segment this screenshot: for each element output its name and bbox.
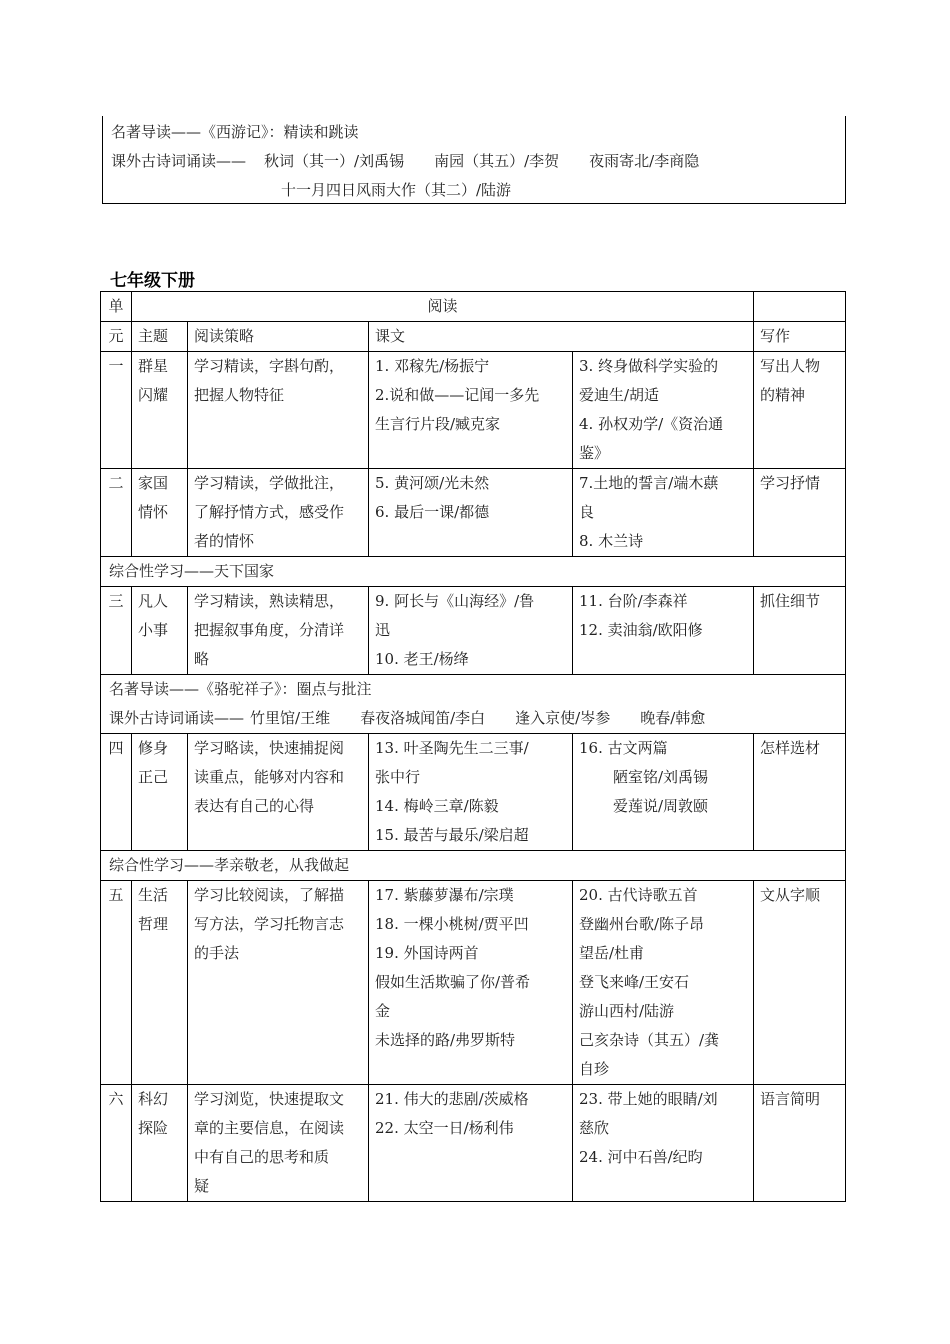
unit-writing: 抓住细节 [754, 587, 846, 675]
unit-header-bottom: 元 [101, 322, 132, 352]
unit-number: 四 [101, 734, 132, 851]
reading-guide-cell [101, 675, 846, 734]
unit-texts-b: 23. 带上她的眼睛/刘 慈欣 24. 河中石兽/纪昀 [573, 1085, 754, 1202]
poetry-recital-label: 课外古诗词诵读—— [111, 152, 247, 170]
unit-texts-a: 13. 叶圣陶先生二三事/ 张中行 14. 梅岭三章/陈毅 15. 最苦与最乐/梁启超 [369, 734, 573, 851]
unit-row [101, 881, 846, 1085]
unit-number: 三 [101, 587, 132, 675]
unit-theme: 科幻 探险 [132, 1085, 188, 1202]
reading-guide-line: 名著导读——《西游记》：精读和跳读 [111, 123, 359, 141]
unit-texts-a: 9. 阿长与《山海经》/鲁 迅 10. 老王/杨绛 [369, 587, 573, 675]
poetry-recital-line [111, 147, 699, 176]
header-row [101, 322, 846, 352]
comprehensive-learning: 综合性学习——天下国家 [101, 557, 846, 587]
unit-writing: 学习抒情 [754, 469, 846, 557]
poem-item: 晚春/韩愈 [640, 709, 706, 727]
reading-guide-row [101, 675, 846, 734]
unit-writing: 语言简明 [754, 1085, 846, 1202]
poem-item: 十一月四日风雨大作（其二）/陆游 [281, 181, 512, 199]
unit-strategy: 学习浏览，快速提取文 章的主要信息，在阅读 中有自己的思考和质 疑 [188, 1085, 369, 1202]
unit-number: 五 [101, 881, 132, 1085]
unit-texts-b: 11. 台阶/李森祥 12. 卖油翁/欧阳修 [573, 587, 754, 675]
unit-number: 二 [101, 469, 132, 557]
unit-strategy: 学习比较阅读，了解描 写方法，学习托物言志 的手法 [188, 881, 369, 1085]
poem-item: 秋词（其一）/刘禹锡 [264, 152, 405, 170]
unit-strategy: 学习略读，快速捕捉阅 读重点，能够对内容和 表达有自己的心得 [188, 734, 369, 851]
previous-section-box [102, 116, 846, 204]
unit-texts-a: 5. 黄河颂/光未然 6. 最后一课/都德 [369, 469, 573, 557]
poem-item: 竹里馆/王维 [250, 709, 331, 727]
unit-texts-b: 7.土地的誓言/端木蕻 良 8. 木兰诗 [573, 469, 754, 557]
unit-strategy: 学习精读，学做批注， 了解抒情方式，感受作 者的情怀 [188, 469, 369, 557]
unit-theme: 群星 闪耀 [132, 352, 188, 469]
strategy-header: 阅读策略 [188, 322, 369, 352]
unit-header-top: 单 [101, 292, 132, 322]
unit-row [101, 587, 846, 675]
unit-number: 六 [101, 1085, 132, 1202]
unit-texts-a: 21. 伟大的悲剧/茨威格 22. 太空一日/杨利伟 [369, 1085, 573, 1202]
unit-row [101, 352, 846, 469]
unit-theme: 凡人 小事 [132, 587, 188, 675]
curriculum-table [100, 291, 846, 1202]
poem-item: 南园（其五）/李贺 [434, 152, 560, 170]
texts-header: 课文 [369, 322, 754, 352]
poem-item: 夜雨寄北/李商隐 [589, 152, 700, 170]
unit-texts-a: 1. 邓稼先/杨振宁 2.说和做——记闻一多先 生言行片段/臧克家 [369, 352, 573, 469]
reading-header: 阅读 [132, 292, 754, 322]
unit-row [101, 1085, 846, 1202]
unit-writing: 写出人物 的精神 [754, 352, 846, 469]
unit-theme: 修身 正己 [132, 734, 188, 851]
comprehensive-row [101, 851, 846, 881]
unit-strategy: 学习精读，熟读精思， 把握叙事角度，分清详 略 [188, 587, 369, 675]
unit-theme: 家国 情怀 [132, 469, 188, 557]
unit-texts-a: 17. 紫藤萝瀑布/宗璞 18. 一棵小桃树/贾平凹 19. 外国诗两首 假如生活欺骗了你/普希 金 未选择的路/弗罗斯特 [369, 881, 573, 1085]
comprehensive-learning: 综合性学习——孝亲敬老，从我做起 [101, 851, 846, 881]
unit-texts-b: 3. 终身做科学实验的 爱迪生/胡适 4. 孙权劝学/《资治通 鉴》 [573, 352, 754, 469]
unit-row [101, 734, 846, 851]
unit-number: 一 [101, 352, 132, 469]
unit-theme: 生活 哲理 [132, 881, 188, 1085]
reading-guide: 名著导读——《骆驼祥子》：圈点与批注 [109, 680, 372, 698]
poetry-recital-label: 课外古诗词诵读—— [109, 709, 245, 727]
poem-item: 逢入京使/岑参 [515, 709, 611, 727]
unit-writing: 怎样选材 [754, 734, 846, 851]
section-title: 七年级下册 [110, 271, 195, 291]
writing-header: 写作 [754, 322, 846, 352]
theme-header: 主题 [132, 322, 188, 352]
comprehensive-row [101, 557, 846, 587]
header-row-top [101, 292, 846, 322]
poetry-recital-line [109, 704, 839, 733]
unit-strategy: 学习精读，字斟句酌， 把握人物特征 [188, 352, 369, 469]
unit-writing: 文从字顺 [754, 881, 846, 1085]
header-blank [754, 292, 846, 322]
unit-texts-b: 16. 古文两篇 陋室铭/刘禹锡 爱莲说/周敦颐 [573, 734, 754, 851]
poem-item: 春夜洛城闻笛/李白 [360, 709, 486, 727]
unit-row [101, 469, 846, 557]
unit-texts-b: 20. 古代诗歌五首 登幽州台歌/陈子昂 望岳/杜甫 登飞来峰/王安石 游山西村/陆游 己亥杂诗（其五）/龚 自珍 [573, 881, 754, 1085]
